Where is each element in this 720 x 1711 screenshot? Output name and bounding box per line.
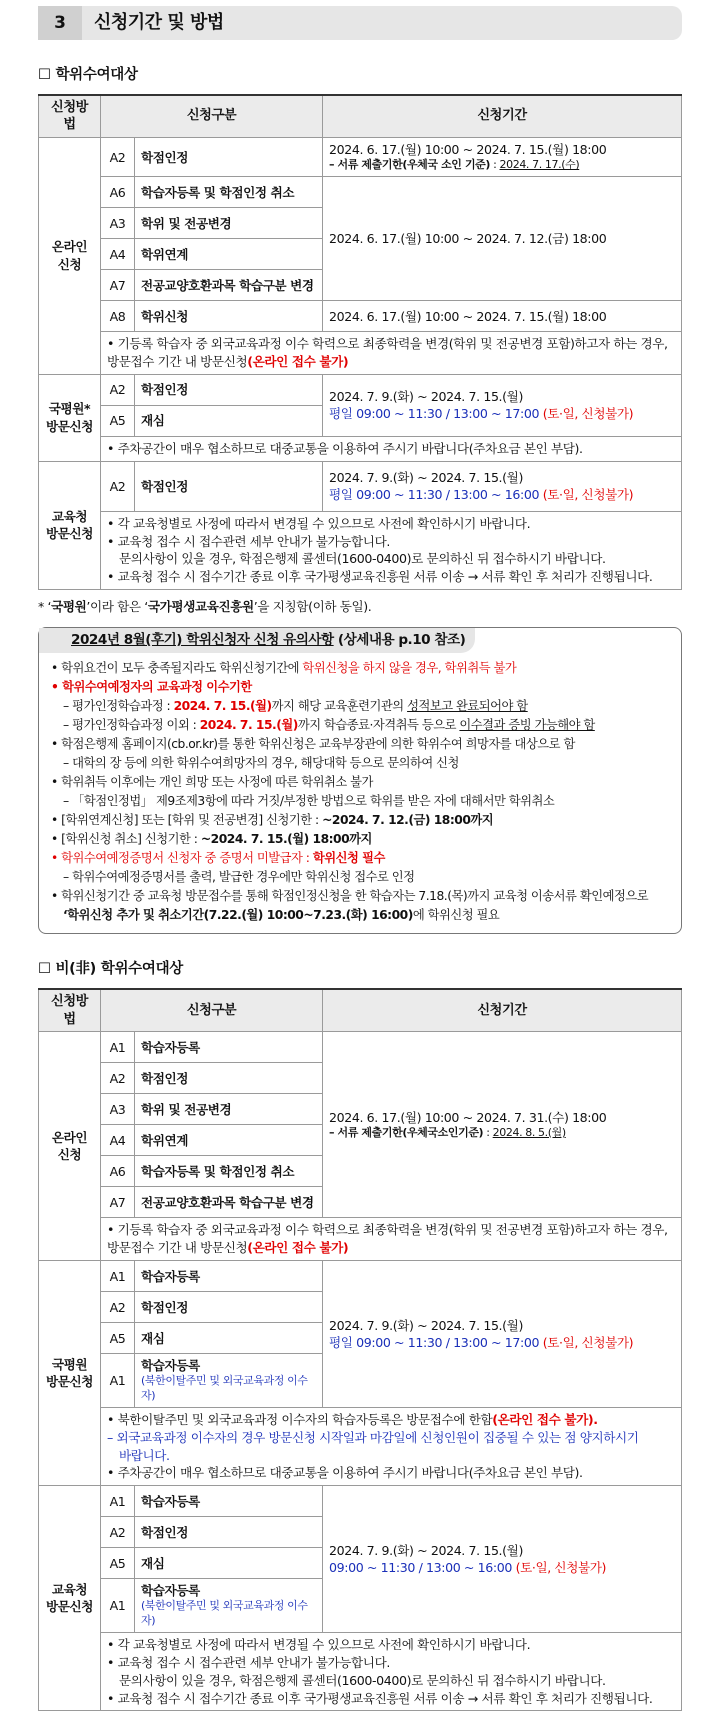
- code-cell: A7: [101, 270, 135, 301]
- code-cell: A4: [101, 239, 135, 270]
- period-cell: 2024. 6. 17.(월) 10:00 ~ 2024. 7. 12.(금) 18:00: [323, 177, 682, 301]
- code-cell: A5: [101, 1323, 135, 1354]
- category-cell: 학위연계: [135, 239, 323, 270]
- col-header-period: 신청기간: [323, 989, 682, 1032]
- method-edu-office-visit: 교육청 방문신청: [39, 461, 101, 590]
- table-non-degree-recipients: [38, 988, 682, 1711]
- category-cell: 재심: [135, 1323, 323, 1354]
- category-cell: 학습자등록 및 학점인정 취소: [135, 177, 323, 208]
- code-cell: A6: [101, 1156, 135, 1187]
- section-number: 3: [38, 6, 82, 40]
- table-degree-recipients: [38, 94, 682, 591]
- category-cell: 학점인정: [135, 1063, 323, 1094]
- col-header-category: 신청구분: [101, 95, 323, 138]
- notice-body: • 학위요건이 모두 충족될지라도 학위신청기간에 학위신청을 하지 않을 경우, 학위취득 불가 • 학위수여예정자의 교육과정 이수기한 – 평가인정학습과정 : 2024. 7. 15.(월)까지 해당 교육훈련기관의 성적보고 완료되어야 함 – 평가인정학습과정 이외 : 2024. 7. 15.(월)까지 학습종료·자격취득 등으로 이수결과 증빙 가능해야 함 • 학점은행제 홈페이지(cb.or.kr)를 통한 학위신청은 교육부장관에 의한 학위수여 희망자를 대상으로 함 – 대학의 장 등에 의한 학위수여희망자의 경우, 해당대학 등으로 문의하여 신청 • 학위취득 이후에는 개인 희망 또는 사정에 따른 학위취소 불가 – 「학점인정법」 제9조제3항에 따라 거짓/부정한 방법으로 학위를 받은 자에 대해서만 학위취소 • [학위연계신청] 또는 [학위 및 전공변경] 신청기한 : ~2024. 7. 12.(금) 18:00까지 • [학위신청 취소] 신청기한 : ~2024. 7. 15.(월) 18:00까지 • 학위수여예정증명서 신청자 중 증명서 미발급자 : 학위신청 필수 – 학위수여예정증명서를 출력, 발급한 경우에만 학위신청 접수로 인정 • 학위신청기간 중 교육청 방문접수를 통해 학점인정신청을 한 학습자는 7.18.(목)까지 교육청 이송서류 확인예정으로 ‘학위신청 추가 및 취소기간(7.22.(월) 10:00~7.23.(화) 16:00)에 학위신청 필요: [51, 660, 649, 923]
- period-cell: 2024. 7. 9.(화) ~ 2024. 7. 15.(월) 평일 09:00 ~ 11:30 / 13:00 ~ 17:00 (토·일, 신청불가): [323, 374, 682, 436]
- category-cell: 학점인정: [135, 461, 323, 511]
- col-header-method: 신청방법: [39, 989, 101, 1032]
- section-title: 신청기간 및 방법: [94, 11, 224, 33]
- period-cell: 2024. 6. 17.(월) 10:00 ~ 2024. 7. 31.(수) 18:00 – 서류 제출기한(우체국소인기준) : 2024. 8. 5.(월): [323, 1032, 682, 1218]
- period-cell: 2024. 7. 9.(화) ~ 2024. 7. 15.(월) 평일 09:00 ~ 11:30 / 13:00 ~ 16:00 (토·일, 신청불가): [323, 461, 682, 511]
- note-cell: • 주차공간이 매우 협소하므로 대중교통을 이용하여 주시기 바랍니다(주차요금 본인 부담).: [101, 436, 682, 461]
- category-cell: 학위신청: [135, 301, 323, 332]
- code-cell: A4: [101, 1125, 135, 1156]
- col-header-category: 신청구분: [101, 989, 323, 1032]
- note-cell: • 기등록 학습자 중 외국교육과정 이수 학력으로 최종학력을 변경(학위 및 전공변경 포함)하고자 하는 경우, 방문접수 기간 내 방문신청(온라인 접수 불가): [101, 1218, 682, 1261]
- code-cell: A1: [101, 1579, 135, 1633]
- category-cell: 전공교양호환과목 학습구분 변경: [135, 270, 323, 301]
- period-cell: 2024. 7. 9.(화) ~ 2024. 7. 15.(월) 09:00 ~ 11:30 / 13:00 ~ 16:00 (토·일, 신청불가): [323, 1486, 682, 1633]
- category-cell: 학습자등록: [135, 1032, 323, 1063]
- code-cell: A2: [101, 1517, 135, 1548]
- code-cell: A8: [101, 301, 135, 332]
- section-header: [38, 6, 682, 40]
- code-cell: A2: [101, 1063, 135, 1094]
- footnote: * ‘국평원’이라 함은 ‘국가평생교육진흥원’을 지칭함(이하 동일).: [38, 599, 372, 615]
- notice-box: [38, 627, 682, 934]
- code-cell: A5: [101, 1548, 135, 1579]
- code-cell: A6: [101, 177, 135, 208]
- category-cell: 학점인정: [135, 1517, 323, 1548]
- col-header-method: 신청방법: [39, 95, 101, 138]
- note-cell: • 기등록 학습자 중 외국교육과정 이수 학력으로 최종학력을 변경(학위 및 전공변경 포함)하고자 하는 경우, 방문접수 기간 내 방문신청(온라인 접수 불가): [101, 332, 682, 375]
- col-header-period: 신청기간: [323, 95, 682, 138]
- category-cell: 학습자등록 및 학점인정 취소: [135, 1156, 323, 1187]
- code-cell: A1: [101, 1486, 135, 1517]
- category-cell: 학습자등록 (북한이탈주민 및 외국교육과정 이수자): [135, 1579, 323, 1633]
- notice-title: 2024년 8월(후기) 학위신청자 신청 유의사항 (상세내용 p.10 참조): [39, 628, 475, 652]
- method-online: 온라인 신청: [39, 138, 101, 375]
- subsection-title-2: ☐ 비(非) 학위수여대상: [38, 961, 183, 978]
- period-cell: 2024. 7. 9.(화) ~ 2024. 7. 15.(월) 평일 09:00 ~ 11:30 / 13:00 ~ 17:00 (토·일, 신청불가): [323, 1261, 682, 1408]
- code-cell: A3: [101, 208, 135, 239]
- category-cell: 학점인정: [135, 1292, 323, 1323]
- note-cell: • 각 교육청별로 사정에 따라서 변경될 수 있으므로 사전에 확인하시기 바랍니다. • 교육청 접수 시 접수관련 세부 안내가 불가능합니다. 문의사항이 있을 경우, 학점은행제 콜센터(1600-0400)로 문의하신 뒤 접수하시기 바랍니다. • 교육청 접수 시 접수기간 종료 이후 국가평생교육진흥원 서류 이송 → 서류 확인 후 처리가 진행됩니다.: [101, 511, 682, 590]
- method-edu-office-visit: 교육청 방문신청: [39, 1486, 101, 1711]
- category-cell: 재심: [135, 405, 323, 436]
- code-cell: A2: [101, 138, 135, 177]
- note-cell: • 북한이탈주민 및 외국교육과정 이수자의 학습자등록은 방문접수에 한함(온라인 접수 불가). – 외국교육과정 이수자의 경우 방문신청 시작일과 마감일에 신청인원이 집중될 수 있는 점 양지하시기 바랍니다. • 주차공간이 매우 협소하므로 대중교통을 이용하여 주시기 바랍니다(주차요금 본인 부담).: [101, 1407, 682, 1486]
- method-nile-visit: 국평원 방문신청: [39, 1261, 101, 1486]
- category-cell: 학위연계: [135, 1125, 323, 1156]
- note-cell: • 각 교육청별로 사정에 따라서 변경될 수 있으므로 사전에 확인하시기 바랍니다. • 교육청 접수 시 접수관련 세부 안내가 불가능합니다. 문의사항이 있을 경우, 학점은행제 콜센터(1600-0400)로 문의하신 뒤 접수하시기 바랍니다. • 교육청 접수 시 접수기간 종료 이후 국가평생교육진흥원 서류 이송 → 서류 확인 후 처리가 진행됩니다.: [101, 1632, 682, 1711]
- category-cell: 학위 및 전공변경: [135, 1094, 323, 1125]
- category-cell: 학습자등록 (북한이탈주민 및 외국교육과정 이수자): [135, 1354, 323, 1408]
- code-cell: A2: [101, 461, 135, 511]
- code-cell: A1: [101, 1354, 135, 1408]
- category-cell: 학점인정: [135, 374, 323, 405]
- period-cell: 2024. 6. 17.(월) 10:00 ~ 2024. 7. 15.(월) 18:00: [323, 301, 682, 332]
- code-cell: A3: [101, 1094, 135, 1125]
- code-cell: A1: [101, 1261, 135, 1292]
- code-cell: A2: [101, 374, 135, 405]
- category-cell: 학습자등록: [135, 1261, 323, 1292]
- method-nile-visit: 국평원* 방문신청: [39, 374, 101, 461]
- period-cell: 2024. 6. 17.(월) 10:00 ~ 2024. 7. 15.(월) 18:00 – 서류 제출기한(우체국 소인 기준) : 2024. 7. 17.(수): [323, 138, 682, 177]
- category-cell: 학위 및 전공변경: [135, 208, 323, 239]
- method-online: 온라인 신청: [39, 1032, 101, 1261]
- subsection-title-1: ☐ 학위수여대상: [38, 67, 138, 83]
- category-cell: 학점인정: [135, 138, 323, 177]
- code-cell: A5: [101, 405, 135, 436]
- category-cell: 전공교양호환과목 학습구분 변경: [135, 1187, 323, 1218]
- category-cell: 재심: [135, 1548, 323, 1579]
- category-cell: 학습자등록: [135, 1486, 323, 1517]
- code-cell: A7: [101, 1187, 135, 1218]
- code-cell: A2: [101, 1292, 135, 1323]
- code-cell: A1: [101, 1032, 135, 1063]
